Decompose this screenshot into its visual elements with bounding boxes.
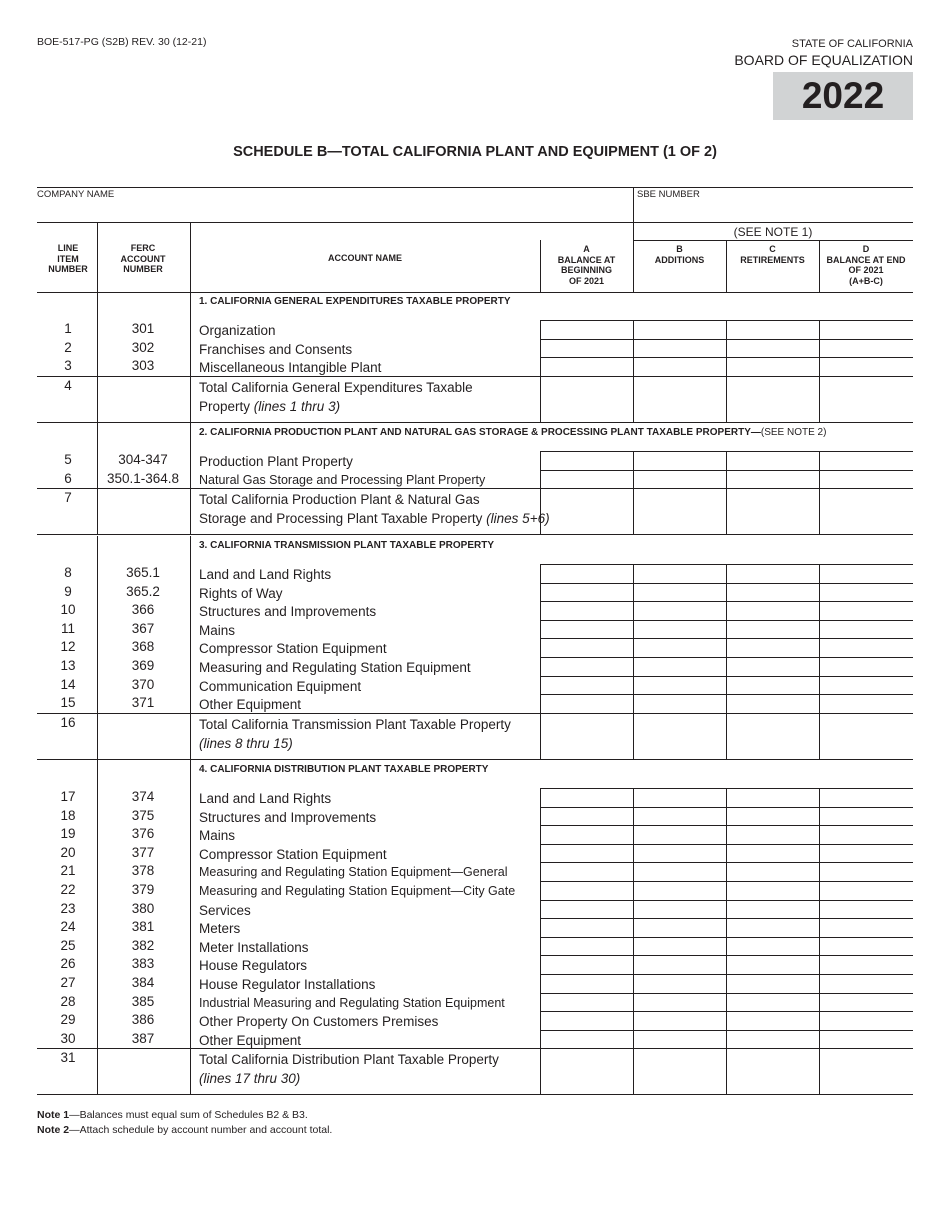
line-item-number: 26 [60,956,76,972]
amount-input[interactable] [728,882,817,899]
amount-input[interactable] [635,919,724,936]
ferc-account-number: 375 [131,807,155,823]
line-item-number: 2 [64,339,72,355]
amount-input[interactable] [821,789,911,806]
line-item-number: 6 [64,470,72,486]
ferc-account-number: 303 [131,358,155,374]
rule [37,292,913,293]
total-amount-input[interactable] [728,378,817,420]
account-name: Meter Installations [199,939,309,955]
col-b-header: B ADDITIONS [654,244,705,265]
amount-input[interactable] [635,826,724,843]
total-amount-input[interactable] [542,1050,631,1092]
amount-input[interactable] [635,677,724,694]
ferc-account-number: 374 [131,789,155,804]
account-name: Land and Land Rights [199,791,332,806]
rule [37,488,913,489]
amount-input[interactable] [821,695,911,712]
amount-input[interactable] [821,994,911,1011]
amount-input[interactable] [728,452,817,469]
line-item-number: 23 [60,900,76,916]
amount-input[interactable] [728,321,817,338]
amount-input[interactable] [728,789,817,806]
amount-input[interactable] [542,621,631,638]
amount-input[interactable] [635,1012,724,1029]
amount-input[interactable] [542,882,631,899]
amount-input[interactable] [635,901,724,918]
account-name: Structures and Improvements [199,809,377,825]
total-amount-input[interactable] [542,490,631,532]
amount-input[interactable] [821,677,911,694]
amount-input[interactable] [542,845,631,862]
amount-input[interactable] [821,826,911,843]
rule [633,320,634,422]
amount-input[interactable] [635,452,724,469]
year-label: 2022 [801,75,885,116]
amount-input[interactable] [821,471,911,488]
ferc-account-number: 378 [131,863,155,879]
ferc-account-number: 368 [131,639,155,655]
rule [190,536,191,759]
amount-input[interactable] [542,677,631,694]
amount-input[interactable] [635,658,724,675]
ferc-account-number: 350.1-364.8 [106,470,180,486]
total-amount-input[interactable] [635,378,724,420]
amount-input[interactable] [542,340,631,357]
total-amount-input[interactable] [542,378,631,420]
rule [37,534,913,535]
total-amount-input[interactable] [728,490,817,532]
account-name: Franchises and Consents [199,341,353,357]
line-item-number: 15 [60,695,76,711]
amount-input[interactable] [821,938,911,955]
account-name: Communication Equipment [199,678,362,694]
amount-input[interactable] [821,621,911,638]
amount-input[interactable] [542,994,631,1011]
amount-input[interactable] [728,695,817,712]
rule [37,759,913,760]
ferc-account-number: 370 [131,676,155,692]
rule [97,760,98,1094]
rule [633,222,634,240]
amount-input[interactable] [635,321,724,338]
rule [97,222,98,292]
line-item-number: 12 [60,639,76,655]
rule [540,320,541,422]
ferc-account-number: 377 [131,844,155,860]
col-d-header: D BALANCE AT END OF 2021 (A+B-C) [826,244,906,286]
amount-input[interactable] [635,789,724,806]
company-divider [633,187,634,222]
table-top-rule [37,222,913,223]
section-title: 1. CALIFORNIA GENERAL EXPENDITURES TAXABLE PROPERTY [199,296,511,307]
col-account-header: ACCOUNT NAME [328,253,402,263]
amount-input[interactable] [821,1012,911,1029]
ferc-account-number: 304-347 [118,452,168,467]
rule [190,292,191,422]
account-name: Structures and Improvements [199,604,377,620]
line-item-number: 10 [60,602,76,618]
rule [726,240,727,292]
amount-input[interactable] [821,975,911,992]
amount-input[interactable] [728,994,817,1011]
amount-input[interactable] [635,808,724,825]
page-title: SCHEDULE B—TOTAL CALIFORNIA PLANT AND EQUIPMENT (1 OF 2) [233,144,717,160]
amount-input[interactable] [728,826,817,843]
amount-input[interactable] [542,919,631,936]
account-name: Measuring and Regulating Station Equipment—General [199,865,508,880]
account-name: Natural Gas Storage and Processing Plant Property [199,472,486,487]
ferc-account-number: 302 [131,339,155,355]
ferc-account-number: 386 [131,1012,155,1028]
total-amount-input[interactable] [635,1050,724,1092]
line-item-number: 3 [64,358,72,374]
amount-input[interactable] [542,956,631,973]
line-item-number: 25 [60,937,76,953]
total-amount-input[interactable] [728,715,817,757]
ferc-account-number: 366 [131,602,155,618]
account-name: Meters [199,921,241,937]
amount-input[interactable] [728,919,817,936]
account-name: Other Equipment [199,1032,302,1048]
col-c-header: C RETIREMENTS [740,244,805,265]
total-amount-input[interactable] [821,1050,911,1092]
amount-input[interactable] [542,938,631,955]
ferc-account-number: 369 [131,658,155,673]
total-amount-input[interactable] [635,715,724,757]
rule [97,536,98,759]
amount-input[interactable] [542,471,631,488]
amount-input[interactable] [821,882,911,899]
amount-input[interactable] [728,358,817,375]
amount-input[interactable] [821,358,911,375]
line-item-number: 4 [64,377,72,393]
rule [97,292,98,422]
amount-input[interactable] [542,321,631,338]
account-name: Production Plant Property [199,454,353,469]
sbe-number-field[interactable] [637,200,912,220]
line-item-number: 7 [64,490,72,506]
amount-input[interactable] [728,639,817,656]
line-item-number: 9 [64,583,72,599]
account-name: Land and Land Rights [199,567,332,582]
ferc-account-number: 376 [131,826,155,842]
rule [37,713,913,714]
rule [540,564,541,759]
total-account-name: Total California Production Plant & Natural Gas Storage and Processing Plant Taxable Property (lines 5+6) [199,492,550,527]
amount-input[interactable] [635,584,724,601]
ferc-account-number: 301 [131,321,155,336]
account-name: Miscellaneous Intangible Plant [199,360,382,376]
col-line-header: LINE ITEM NUMBER [48,243,88,274]
amount-input[interactable] [635,639,724,656]
rule [819,564,820,759]
rule [819,320,820,422]
total-amount-input[interactable] [635,490,724,532]
amount-input[interactable] [728,340,817,357]
ferc-account-number: 385 [131,993,155,1009]
line-item-number: 21 [60,863,76,879]
ferc-account-number: 380 [131,900,155,916]
total-account-name: Total California Transmission Plant Taxable Property (lines 8 thru 15) [199,716,511,751]
amount-input[interactable] [542,789,631,806]
amount-input[interactable] [635,358,724,375]
rule [37,422,913,423]
rule [726,451,727,534]
amount-input[interactable] [542,826,631,843]
amount-input[interactable] [821,565,911,582]
line-item-number: 27 [60,975,76,990]
amount-input[interactable] [542,358,631,375]
ferc-account-number: 365.2 [126,583,160,599]
amount-input[interactable] [542,452,631,469]
account-name: Industrial Measuring and Regulating Station Equipment [199,995,505,1010]
line-item-number: 1 [64,321,72,336]
amount-input[interactable] [635,845,724,862]
year-box [773,72,913,120]
amount-input[interactable] [728,621,817,638]
amount-input[interactable] [728,602,817,619]
amount-input[interactable] [821,452,911,469]
ferc-account-number: 382 [131,937,155,953]
account-name: Organization [199,323,276,338]
amount-input[interactable] [728,471,817,488]
amount-input[interactable] [542,584,631,601]
amount-input[interactable] [821,584,911,601]
company-name-field[interactable] [38,200,630,220]
section-title: 4. CALIFORNIA DISTRIBUTION PLANT TAXABLE PROPERTY [199,764,489,775]
rule [819,451,820,534]
amount-input[interactable] [821,863,911,880]
line-item-number: 28 [60,993,76,1009]
total-amount-input[interactable] [728,1050,817,1092]
total-amount-input[interactable] [542,715,631,757]
rule [37,1048,913,1049]
amount-input[interactable] [542,639,631,656]
amount-input[interactable] [635,340,724,357]
line-item-number: 14 [60,676,76,692]
amount-input[interactable] [635,882,724,899]
col-a-header: A BALANCE AT BEGINNING OF 2021 [557,244,616,286]
board-label: BOARD OF EQUALIZATION [734,52,913,68]
amount-input[interactable] [542,695,631,712]
line-item-number: 29 [60,1012,76,1028]
amount-input[interactable] [821,1031,911,1048]
rule [633,240,634,292]
amount-input[interactable] [635,863,724,880]
line-item-number: 8 [64,565,72,580]
amount-input[interactable] [821,919,911,936]
ferc-account-number: 381 [131,919,155,935]
ferc-account-number: 387 [131,1030,155,1046]
ferc-account-number: 371 [131,695,155,711]
line-item-number: 18 [60,807,76,823]
rule [819,240,820,292]
total-amount-input[interactable] [821,378,911,420]
line-item-number: 24 [60,919,76,935]
account-name: House Regulator Installations [199,977,376,992]
rule [726,788,727,1094]
amount-input[interactable] [821,602,911,619]
rule [540,451,541,534]
see-note-1: (SEE NOTE 1) [733,225,813,239]
rule [37,1094,913,1095]
amount-input[interactable] [635,956,724,973]
amount-input[interactable] [728,584,817,601]
line-item-number: 30 [60,1030,76,1046]
amount-input[interactable] [635,1031,724,1048]
amount-input[interactable] [542,808,631,825]
rule [37,376,913,377]
line-item-number: 20 [60,844,76,860]
line-item-number: 16 [60,714,76,730]
total-amount-input[interactable] [821,715,911,757]
company-top-rule [37,187,913,188]
total-account-name: Total California Distribution Plant Taxable Property (lines 17 thru 30) [199,1052,499,1087]
amount-input[interactable] [728,1012,817,1029]
amount-input[interactable] [821,639,911,656]
amount-input[interactable] [635,565,724,582]
amount-input[interactable] [821,901,911,918]
amount-input[interactable] [728,901,817,918]
account-name: House Regulators [199,958,308,974]
state-label: STATE OF CALIFORNIA [791,38,913,50]
rule [190,222,191,292]
rule [726,564,727,759]
amount-input[interactable] [542,1031,631,1048]
account-name: Services [199,902,251,918]
account-name: Mains [199,622,236,638]
rule [633,451,634,534]
ferc-account-number: 379 [131,882,155,897]
amount-input[interactable] [635,975,724,992]
account-name: Other Equipment [199,697,302,713]
amount-input[interactable] [635,621,724,638]
ferc-account-number: 383 [131,956,155,972]
amount-input[interactable] [728,677,817,694]
line-item-number: 19 [60,826,76,842]
amount-input[interactable] [635,695,724,712]
amount-input[interactable] [728,975,817,992]
ferc-account-number: 384 [131,975,155,990]
account-name: Other Property On Customers Premises [199,1014,439,1030]
ferc-account-number: 365.1 [126,565,160,580]
rule [726,320,727,422]
rule [633,788,634,1094]
form-code: BOE-517-PG (S2B) REV. 30 (12-21) [37,36,207,48]
account-name: Compressor Station Equipment [199,846,387,862]
amount-input[interactable] [728,658,817,675]
total-account-name: Total California General Expenditures Taxable Property (lines 1 thru 3) [199,379,473,414]
line-item-number: 13 [60,658,76,673]
amount-input[interactable] [728,565,817,582]
amount-input[interactable] [635,471,724,488]
account-name: Measuring and Regulating Station Equipment [199,660,471,675]
account-name: Measuring and Regulating Station Equipment—City Gate [199,884,516,898]
ferc-account-number: 367 [131,620,155,636]
amount-input[interactable] [821,808,911,825]
section-title: 2. CALIFORNIA PRODUCTION PLANT AND NATURAL GAS STORAGE & PROCESSING PLANT TAXABLE PROPERTY—(SEE NOTE 2) [199,427,827,438]
rule [190,760,191,1094]
line-item-number: 5 [64,452,72,467]
amount-input[interactable] [542,975,631,992]
amount-input[interactable] [542,658,631,675]
amount-input[interactable] [542,901,631,918]
company-name-label: COMPANY NAME [37,189,115,200]
amount-input[interactable] [821,658,911,675]
total-amount-input[interactable] [821,490,911,532]
amount-input[interactable] [635,994,724,1011]
amount-input[interactable] [542,1012,631,1029]
amount-input[interactable] [728,956,817,973]
account-name: Rights of Way [199,585,283,601]
note-2: Note 2—Attach schedule by account number and account total. [37,1124,333,1136]
note-1: Note 1—Balances must equal sum of Schedules B2 & B3. [37,1109,308,1121]
rule [540,788,541,1094]
amount-input[interactable] [728,1031,817,1048]
section-title: 3. CALIFORNIA TRANSMISSION PLANT TAXABLE PROPERTY [199,540,495,551]
amount-input[interactable] [542,565,631,582]
rule [540,240,541,292]
account-name: Mains [199,828,236,844]
rule [819,788,820,1094]
amount-input[interactable] [821,340,911,357]
amount-input[interactable] [728,845,817,862]
col-ferc-header: FERC ACCOUNT NUMBER [120,243,166,274]
see-note-rule [633,240,913,241]
rule [190,423,191,534]
line-item-number: 31 [60,1050,76,1066]
line-item-number: 11 [60,620,75,636]
amount-input[interactable] [821,321,911,338]
account-name: Compressor Station Equipment [199,641,387,657]
rule [633,564,634,759]
amount-input[interactable] [728,863,817,880]
amount-input[interactable] [821,845,911,862]
amount-input[interactable] [542,602,631,619]
sbe-number-label: SBE NUMBER [637,189,700,200]
amount-input[interactable] [635,602,724,619]
rule [97,423,98,534]
amount-input[interactable] [728,938,817,955]
line-item-number: 22 [60,882,76,897]
amount-input[interactable] [542,863,631,880]
line-item-number: 17 [60,789,76,804]
amount-input[interactable] [728,808,817,825]
amount-input[interactable] [821,956,911,973]
amount-input[interactable] [635,938,724,955]
